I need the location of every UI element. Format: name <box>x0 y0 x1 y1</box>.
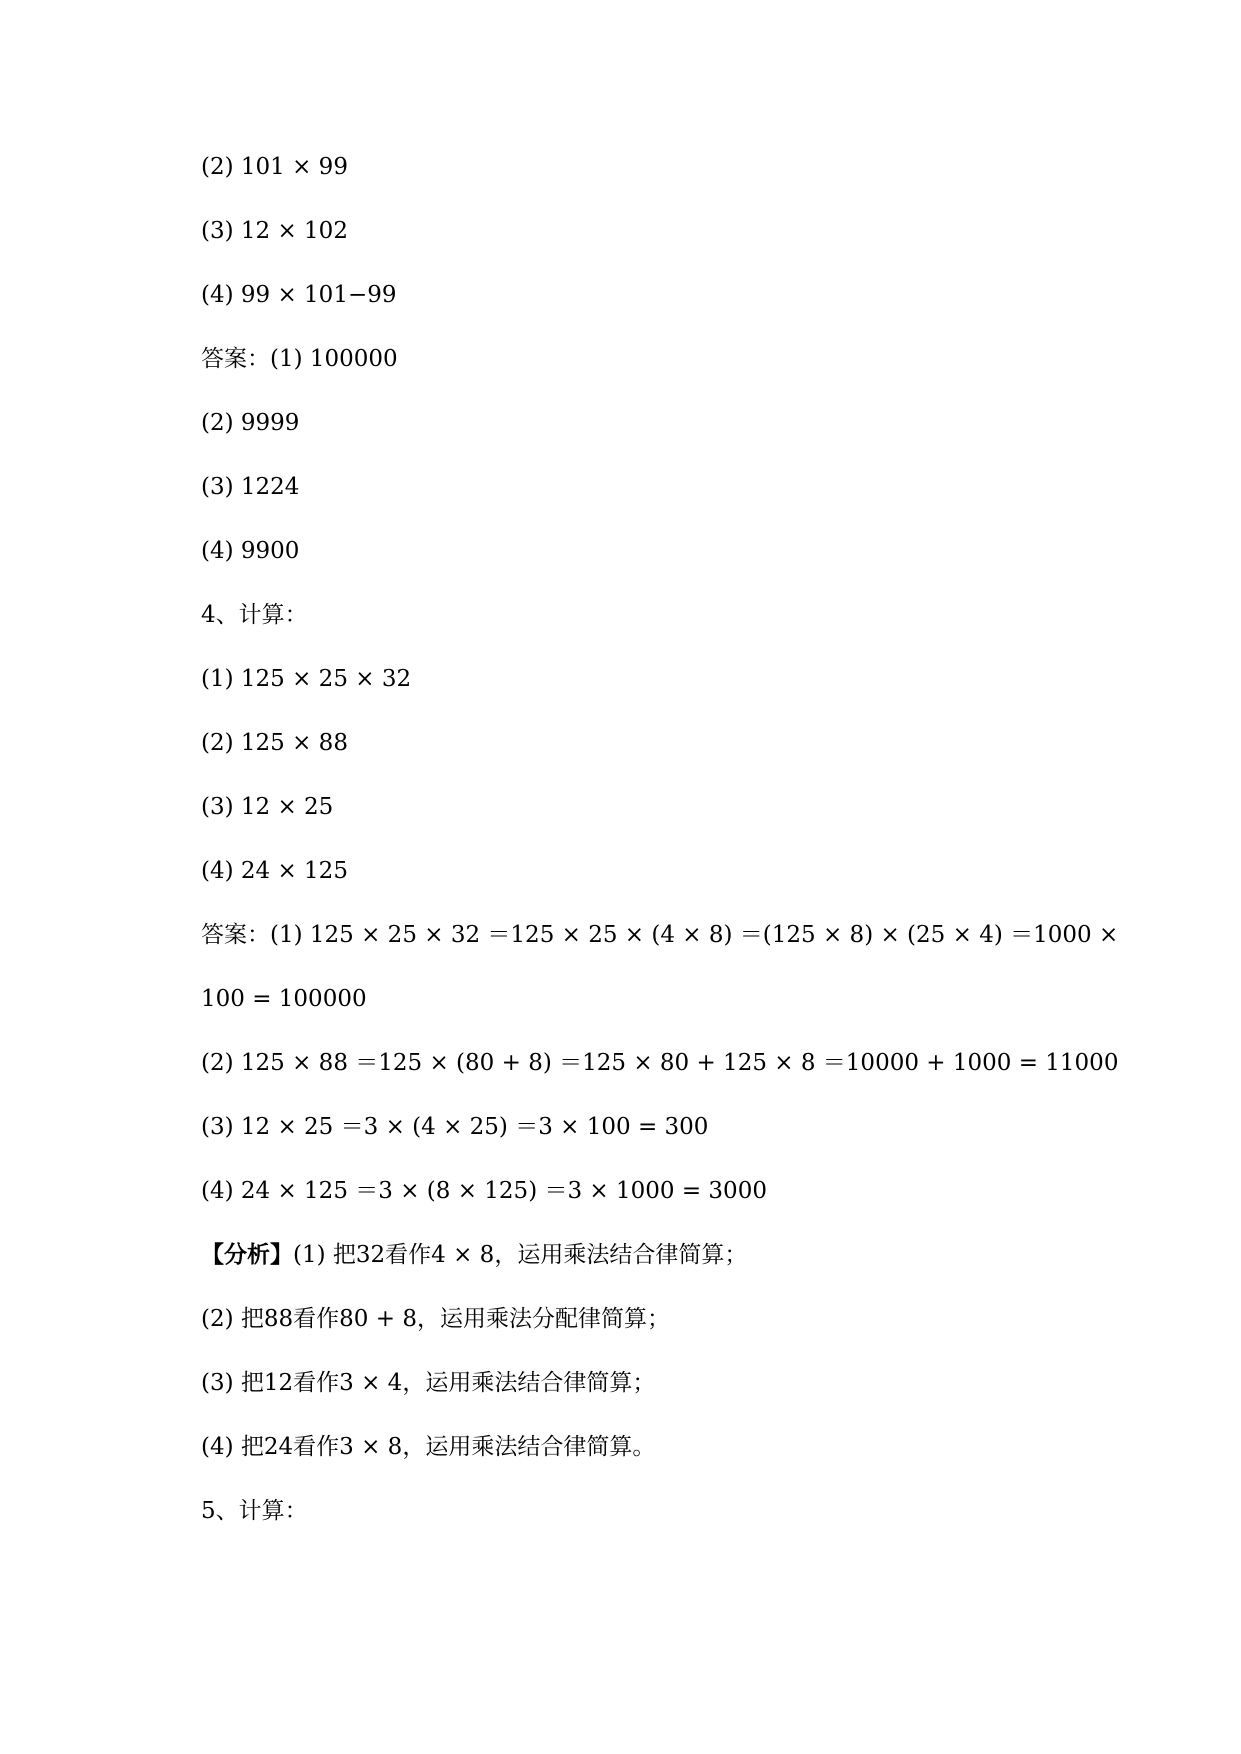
answer-3-item-3: (3) 1224 <box>201 474 300 500</box>
problem-5-title: 5、计算： <box>201 1498 308 1524</box>
analysis-item-3: (3) 把12看作3 × 4，运用乘法结合律简算； <box>201 1370 656 1396</box>
answer-4-item-1: 答案：(1) 125 × 25 × 32 ＝125 × 25 × (4 × 8) ＝(125 × 8) × (25 × 4) ＝1000 × <box>201 922 1119 948</box>
analysis-text-1: (1) 把32看作4 × 8，运用乘法结合律简算； <box>293 1242 748 1268</box>
problem-4-item-2: (2) 125 × 88 <box>201 730 348 756</box>
answer-4-item-3: (3) 12 × 25 ＝3 × (4 × 25) ＝3 × 100 = 300 <box>201 1114 709 1140</box>
problem-4-item-1: (1) 125 × 25 × 32 <box>201 666 412 692</box>
problem-3-item-3: (3) 12 × 102 <box>201 218 348 244</box>
analysis-item-2: (2) 把88看作80 + 8，运用乘法分配律简算； <box>201 1306 670 1332</box>
analysis-label: 【分析】 <box>201 1241 293 1268</box>
answer-4-item-1-continued: 100 = 100000 <box>201 986 367 1012</box>
answer-4-item-4: (4) 24 × 125 ＝3 × (8 × 125) ＝3 × 1000 = 3000 <box>201 1178 767 1204</box>
analysis-item-1 <box>201 1240 747 1270</box>
answer-3-item-2: (2) 9999 <box>201 410 300 436</box>
analysis-item-4: (4) 把24看作3 × 8，运用乘法结合律简算。 <box>201 1434 656 1460</box>
problem-3-item-4: (4) 99 × 101−99 <box>201 282 397 308</box>
answer-3-item-1: 答案：(1) 100000 <box>201 346 398 372</box>
problem-4-item-3: (3) 12 × 25 <box>201 794 334 820</box>
answer-4-item-2: (2) 125 × 88 ＝125 × (80 + 8) ＝125 × 80 + 125 × 8 ＝10000 + 1000 = 11000 <box>201 1050 1119 1076</box>
problem-4-title: 4、计算： <box>201 602 308 628</box>
problem-3-item-2: (2) 101 × 99 <box>201 154 348 180</box>
problem-4-item-4: (4) 24 × 125 <box>201 858 348 884</box>
answer-3-item-4: (4) 9900 <box>201 538 300 564</box>
